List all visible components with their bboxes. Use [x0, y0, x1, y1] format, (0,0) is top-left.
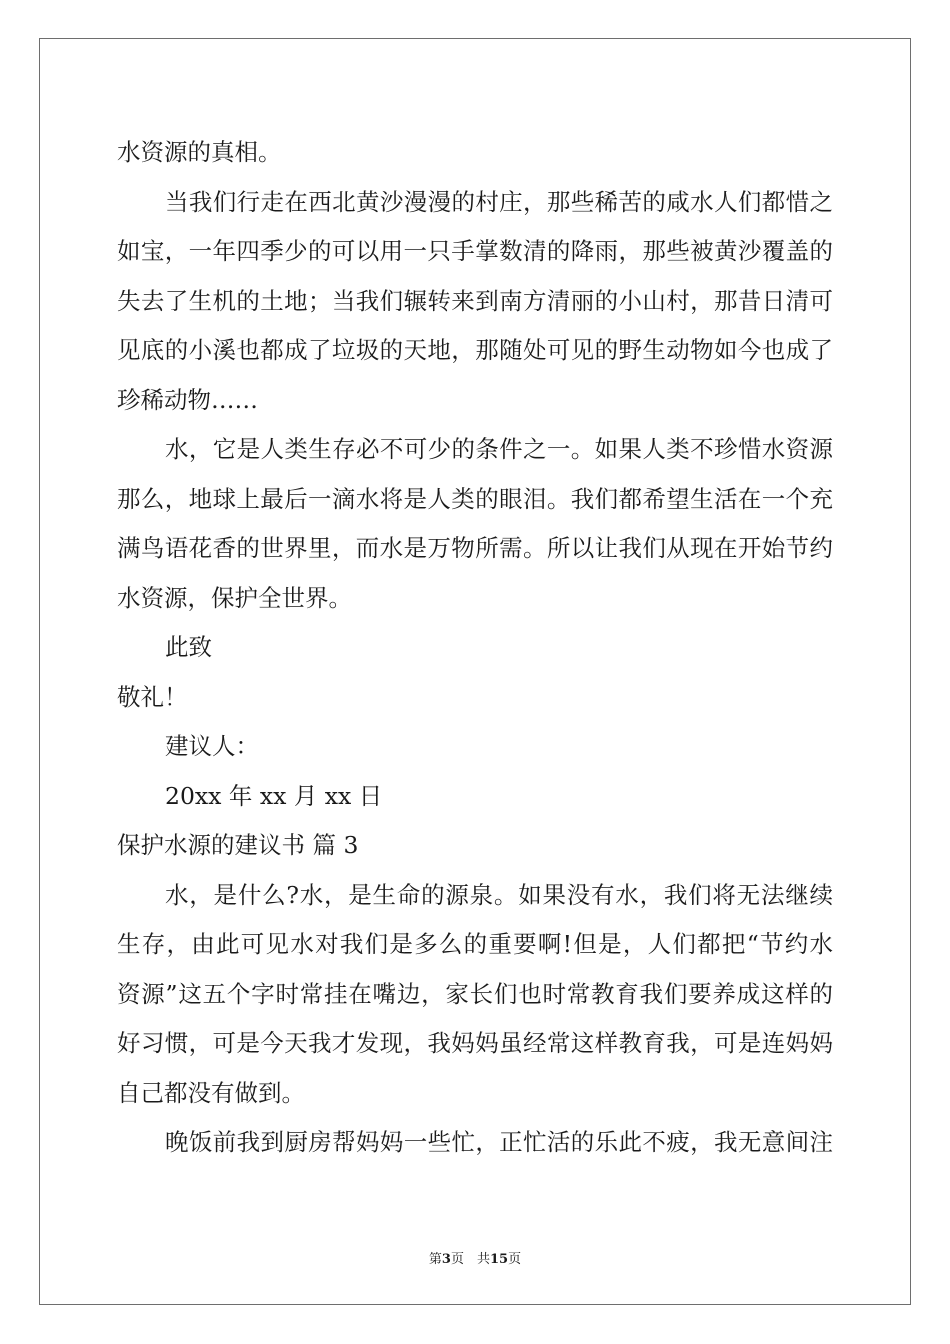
text-line: 那么，地球上最后一滴水将是人类的眼泪。我们都希望生活在一个充	[117, 484, 833, 513]
footer-suffix: 页	[508, 1252, 522, 1267]
text-line: 水资源，保护全世界。	[117, 583, 352, 612]
text-line: 此致	[165, 633, 212, 661]
text-line: 水，它是人类生存必不可少的条件之一。如果人类不珍惜水资源	[165, 435, 833, 463]
footer-prefix: 第	[428, 1252, 442, 1267]
text-line: 水资源的真相。	[117, 138, 282, 166]
text-line: 生存，由此可见水对我们是多么的重要啊!但是，人们都把“节约水	[117, 930, 833, 958]
text-line: 敬礼！	[117, 682, 188, 711]
text-line: 如宝，一年四季少的可以用一只手掌数清的降雨，那些被黄沙覆盖的	[117, 237, 833, 265]
text-line: 见底的小溪也都成了垃圾的天地，那随处可见的野生动物如今也成了	[117, 336, 833, 364]
footer-page-number: 3	[441, 1252, 451, 1267]
footer-total-pages: 15	[489, 1252, 509, 1267]
text-line: 好习惯，可是今天我才发现，我妈妈虽经常这样教育我，可是连妈妈	[117, 1029, 833, 1057]
text-line: 建议人：	[165, 732, 259, 760]
text-line: 保护水源的建议书 篇 3	[117, 831, 359, 859]
text-line: 珍稀动物……	[117, 385, 258, 414]
footer-mid: 页 共	[450, 1252, 490, 1267]
text-line: 自己都没有做到。	[117, 1078, 305, 1107]
document-body	[117, 128, 833, 1168]
text-line: 资源”这五个字时常挂在嘴边，家长们也时常教育我们要养成这样的	[117, 979, 833, 1008]
text-line: 20xx 年 xx 月 xx 日	[165, 781, 383, 810]
text-line: 当我们行走在西北黄沙漫漫的村庄，那些稀苦的咸水人们都惜之	[165, 187, 833, 216]
text-line: 晚饭前我到厨房帮妈妈一些忙，正忙活的乐此不疲，我无意间注	[165, 1128, 833, 1156]
text-line: 满鸟语花香的世界里，而水是万物所需。所以让我们从现在开始节约	[117, 534, 833, 562]
text-line: 失去了生机的土地；当我们辗转来到南方清丽的小山村，那昔日清可	[117, 286, 833, 315]
page-footer	[0, 1248, 950, 1267]
text-line: 水，是什么?水，是生命的源泉。如果没有水，我们将无法继续	[165, 880, 833, 909]
